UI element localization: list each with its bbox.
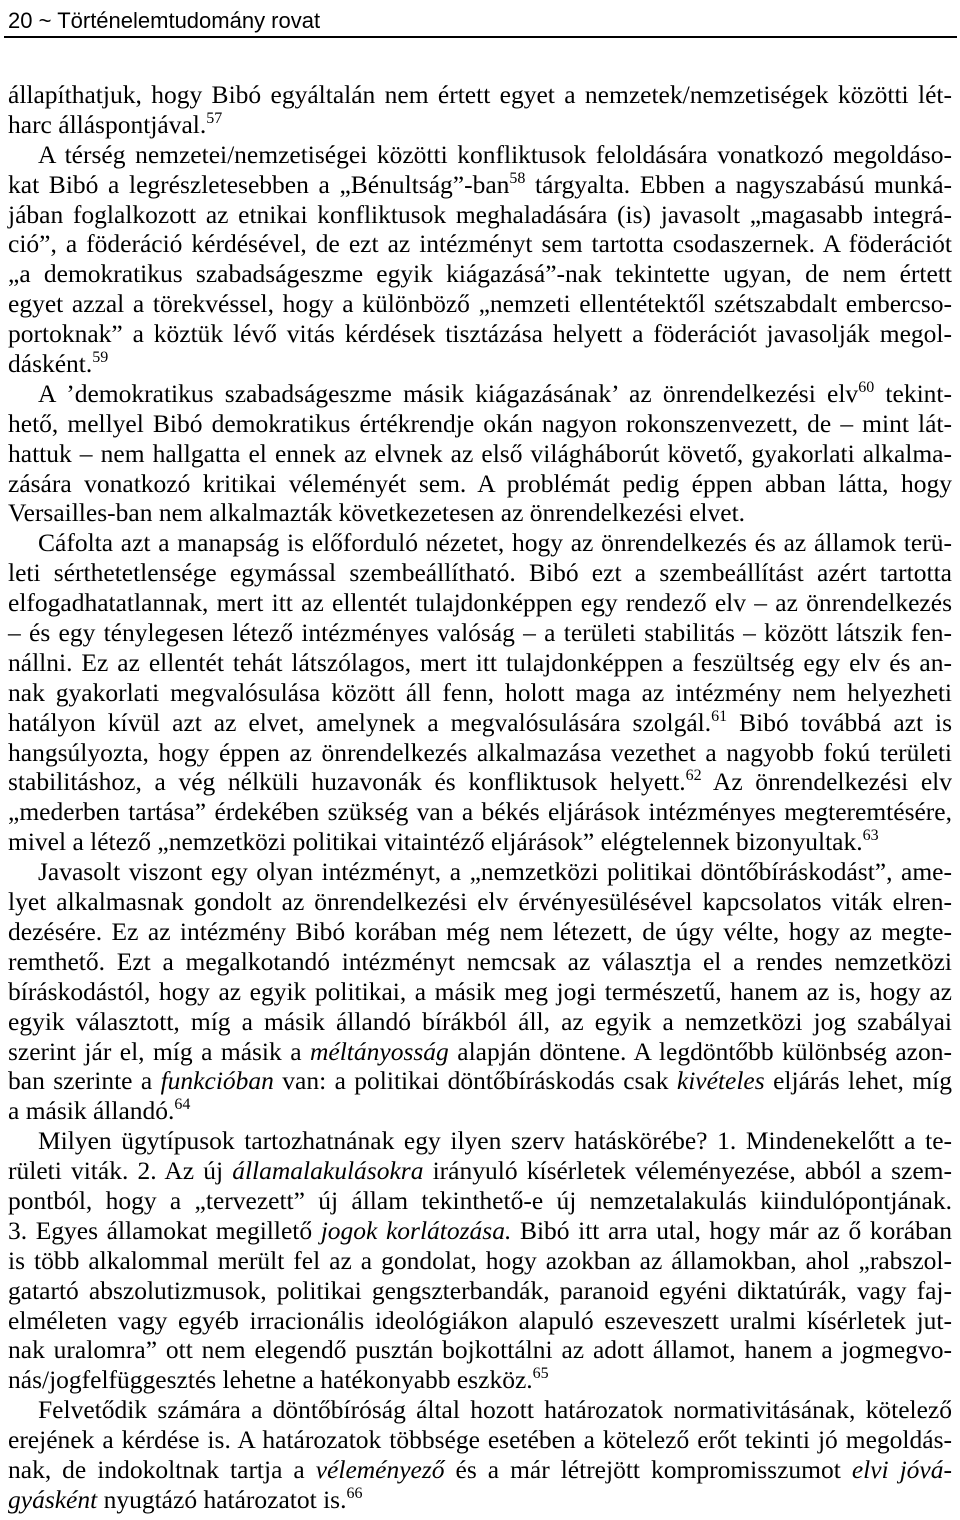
text-run: nás/jogfelfüggesztés lehetne a hatékonyabb eszköz. [8,1365,533,1395]
text-run: zására vonatkozó kritikai véleményét sem. A problémát pedig éppen abban látta, hogy [8,468,952,498]
paragraph [8,1395,952,1515]
text-run: mivel a létező „nemzetközi politikai vitaintéző eljárások” elégtelennek bizonyultak. [8,827,863,857]
text-line [8,289,952,319]
text-line [8,319,952,349]
italic-text: államalakulásokra [232,1156,424,1186]
text-run: Az önrendelkezési elv [701,767,952,797]
text-line [8,917,952,947]
text-line [8,528,952,558]
text-run: portoknak” a köztük lévő vitás kérdések tisztázása helyett a föderációt javasolják megol- [8,319,952,349]
text-line [8,648,952,678]
footnote-ref: 63 [862,827,879,845]
text-line [8,1425,952,1455]
text-run: van: a politikai döntőbíráskodás csak [273,1066,677,1096]
running-header [4,0,957,38]
footnote-ref: 65 [532,1365,549,1383]
text-line [8,1276,952,1306]
footnote-ref: 59 [92,349,109,367]
text-line [8,797,952,827]
text-run: Bibó továbbá azt is [727,707,953,737]
text-run: Milyen ügytípusok tartozhatnának egy ilyen szerv hatáskörébe? 1. Mindenekelőtt a te- [38,1126,952,1156]
text-line [8,947,952,977]
text-line [8,767,952,797]
text-line [8,857,952,887]
section-title: Történelemtudomány rovat [57,8,321,33]
text-run: gatartó abszolutizmusok, politikai gengszterbandák, paranoid egyéni diktatúrák, vagy faj- [8,1275,952,1305]
text-run: stabilitáshoz, a vég nélküli huzavonák és konfliktusok helyett. [8,767,686,797]
text-run: hető, mellyel Bibó demokratikus értékrendje okán nagyon rokonszenvezett, de – mint lát- [8,408,952,438]
text-line [8,588,952,618]
footnote-ref: 60 [858,378,875,396]
text-line [8,1007,952,1037]
text-run: is több alkalommal merült fel az a gondolat, hogy azokban az államokban, ahol „rabszol- [8,1245,952,1275]
text-run: elfogadhatatlannak, mert itt az ellentét tulajdonképpen egy rendező elv – az önrendelkezés [8,588,952,618]
header-separator: ~ [38,8,52,33]
text-line [8,1126,952,1156]
text-run: irányuló kísérletek véleményezése, abból a szem- [423,1156,952,1186]
text-run: kat Bibó a legrészletesebben a „Bénultság”-ban [8,169,510,199]
text-line [8,1156,952,1186]
italic-text: véleményező [315,1454,445,1484]
footnote-ref: 66 [346,1484,363,1502]
text-run: A ’demokratikus szabadságeszme másik kiágazásának’ az önrendelkezési elv [38,378,859,408]
text-line [8,140,952,170]
text-line [8,1485,952,1515]
footnote-ref: 57 [206,109,223,127]
footnote-ref: 62 [685,767,702,785]
text-run: tekint- [874,378,952,408]
text-run: 3. Egyes államokat megillető [8,1215,321,1245]
text-line [8,1306,952,1336]
text-run: leti sérthetetlensége egymással szembeállítható. Bibó ezt a szembeállítást azért tartotta [8,558,952,588]
text-run: nak uralomra” ott nem elegendő pusztán bojkottálni az adott államot, hanem a jogmegvo- [8,1335,952,1365]
text-line [8,1335,952,1365]
text-line [8,469,952,499]
text-run: a másik állandó. [8,1096,175,1126]
text-line [8,229,952,259]
paragraph [8,857,952,1126]
text-line [8,678,952,708]
text-run: lyet alkalmasnak gondolt az önrendelkezési elv érvényesülésével kapcsolatos viták elren- [8,887,952,917]
text-run: nak, de indokoltnak tartja a [8,1454,316,1484]
text-run: jában foglalkozott az etnikai konfliktusok meghaladására (is) javasolt „magasabb integrá- [8,199,952,229]
text-run: Versailles-ban nem alkalmazták következetesen az önrendelkezési elvet. [8,498,746,528]
text-run: bíráskodástól, hogy az egyik politikai, a másik meg jogi természetű, hanem az is, hogy az [8,976,952,1006]
text-run: pontból, hogy a „tervezett” új állam tekinthető-e új nemzetalakulás kiindulópontjának. [8,1185,952,1215]
text-run: hattuk – nem hallgatta el ennek az elvnek az első világháborút követő, gyakorlati alkalma- [8,438,952,468]
text-run: egyik választott, míg a másik állandó bírákból áll, az egyik a nemzetközi jog szabályai [8,1006,952,1036]
text-run: elméleten vagy egyéb irracionális ideológiákon alapuló eszeveszett uralmi kísérletek jut- [8,1305,952,1335]
text-line [8,738,952,768]
text-run: ció”, a föderáció kérdésével, de ezt az intézményt sem tartotta csodaszernek. A föderációt [8,229,952,259]
text-run: eljárás lehet, míg [764,1066,952,1096]
header-text [8,10,320,32]
text-line [8,1216,952,1246]
text-line [8,1186,952,1216]
text-run: hangsúlyozta, hogy éppen az önrendelkezés alkalmazása vezethet a nagyobb fokú területi [8,737,952,767]
paragraph [8,140,952,379]
text-run: nak gyakorlati megvalósulása között áll fenn, holott maga az intézmény nem helyezheti [8,677,952,707]
text-line [8,200,952,230]
paragraph [8,528,952,857]
text-line [8,379,952,409]
italic-text: funkcióban [160,1066,274,1096]
text-run: tárgyalta. Ebben a nagyszabású munká- [525,169,953,199]
text-line [8,439,952,469]
text-run: állapíthatjuk, hogy Bibó egyáltalán nem értett egyet a nemzetek/nemzetiségek közötti lét- [8,80,952,109]
text-line [8,1455,952,1485]
text-run: – és egy ténylegesen létező intézményes valóság – a területi stabilitás – között látszik fen- [8,618,952,648]
italic-text: gyásként [8,1484,98,1514]
text-line [8,110,952,140]
text-line [8,618,952,648]
text-run: nyugtázó határozatot is. [97,1484,347,1514]
text-line [8,977,952,1007]
text-run: egyet azzal a törekvéssel, hogy a különböző „nemzeti ellentétektől szétszabdalt embercso- [8,289,952,319]
footnote-ref: 58 [509,169,526,187]
text-run: Javasolt viszont egy olyan intézményt, a „nemzetközi politikai döntőbíráskodást”, ame- [38,857,952,887]
page-number: 20 [8,8,33,33]
text-line [8,170,952,200]
text-run: erejének a kérdése is. A határozatok többsége esetében a kötelező erőt tekinti jó megoldás- [8,1425,952,1455]
italic-text: méltányosság [309,1036,449,1066]
text-line [8,349,952,379]
text-line [8,1246,952,1276]
paragraph [8,379,952,528]
text-run: szerint jár el, míg a másik a [8,1036,310,1066]
italic-text: elvi jóvá- [851,1454,952,1484]
footnote-ref: 64 [174,1096,191,1114]
text-run: dásként. [8,349,93,379]
footnote-ref: 61 [711,707,728,725]
text-line [8,1395,952,1425]
text-run: hatályon kívül azt az elvet, amelynek a megvalósulására szolgál. [8,707,712,737]
text-run: Cáfolta azt a manapság is előforduló nézetet, hogy az önrendelkezés és az államok terü- [38,528,952,558]
text-run: Felvetődik számára a döntőbíróság által hozott határozatok normativitásának, kötelező [38,1395,952,1425]
italic-text: kivételes [676,1066,765,1096]
text-run: Bibó itt arra utal, hogy már az ő korában [511,1215,952,1245]
text-line [8,558,952,588]
text-run: harc álláspontjával. [8,109,207,139]
text-line [8,887,952,917]
text-line [8,259,952,289]
text-run: alapján döntene. A legdöntőbb különbség azon- [448,1036,952,1066]
text-run: „mederben tartása” érdekében szükség van a békés eljárások intézményes megteremtésére, [8,797,952,827]
text-run: rületi viták. 2. Az új [8,1156,233,1186]
text-run: remthető. Ezt a megalkotandó intézményt nemcsak az választja el a rendes nemzetközi [8,946,952,976]
text-run: ban szerinte a [8,1066,161,1096]
text-run: és a már létrejött kompromisszumot [444,1454,852,1484]
text-line [8,1365,952,1395]
text-line [8,1037,952,1067]
text-line [8,1066,952,1096]
text-run: dezésére. Ez az intézmény Bibó korában még nem létezett, de úgy vélte, hogy az megte- [8,916,952,946]
paragraph [8,80,952,140]
text-run: A térség nemzetei/nemzetiségei közötti konfliktusok feloldására vonatkozó megoldáso- [38,139,952,169]
text-line [8,498,952,528]
text-line [8,827,952,857]
text-line [8,409,952,439]
text-run: „a demokratikus szabadságeszme egyik kiágazásá”-nak tekintette ugyan, de nem értett [8,259,952,289]
paragraph [8,1126,952,1395]
article-body [8,80,952,1515]
italic-text: jogok korlátozása. [320,1215,512,1245]
text-line [8,1096,952,1126]
text-line [8,708,952,738]
text-run: nállni. Ez az ellentét tehát látszólagos, mert itt tulajdonképpen a feszültség egy elv és an- [8,647,952,677]
text-line [8,80,952,110]
